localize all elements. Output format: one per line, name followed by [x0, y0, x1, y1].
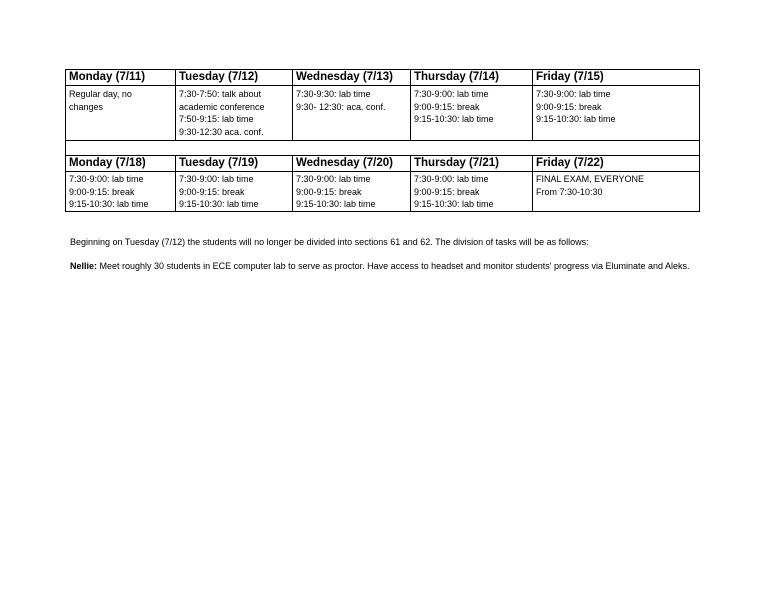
- schedule-line: 9:00-9:15: break: [414, 101, 480, 112]
- day-header: Friday (7/15): [533, 70, 700, 86]
- schedule-line: 9:15-10:30: lab time: [296, 199, 376, 209]
- day-cell: [176, 86, 293, 141]
- day-cell: [293, 86, 411, 141]
- schedule-line: 9:00-9:15: break: [414, 186, 480, 197]
- schedule-line: academic conference: [179, 101, 265, 112]
- day-cell: [66, 86, 176, 141]
- schedule-line: 9:00-9:15: break: [69, 186, 135, 197]
- schedule-line: 9:30- 12:30: aca. conf.: [296, 101, 386, 112]
- schedule-line: 7:30-9:00: lab time: [69, 174, 144, 184]
- week2-body-row: [66, 172, 700, 212]
- schedule-line: 9:15-10:30: lab time: [414, 114, 494, 124]
- schedule-line: 7:50-9:15: lab time: [179, 114, 254, 124]
- day-header: Monday (7/11): [66, 70, 176, 86]
- intro-paragraph: Beginning on Tuesday (7/12) the students will no longer be divided into sections 61 and 62. The division of tasks will be as follows:: [70, 237, 589, 247]
- day-cell: [411, 86, 533, 141]
- day-cell: [533, 172, 700, 212]
- schedule-line: 9:00-9:15: break: [179, 186, 245, 197]
- schedule-line: 7:30-7:50: talk about: [179, 89, 262, 99]
- day-cell: [411, 172, 533, 212]
- schedule-line: FINAL EXAM, EVERYONE: [536, 174, 645, 184]
- day-header: Thursday (7/21): [411, 156, 533, 172]
- day-cell: [66, 172, 176, 212]
- schedule-line: 7:30-9:00: lab time: [414, 89, 489, 99]
- day-header: Wednesday (7/13): [293, 70, 411, 86]
- schedule-line: 9:15-10:30: lab time: [536, 114, 616, 124]
- week2-header-row: [66, 156, 700, 172]
- week1-header-row: [66, 70, 700, 86]
- day-cell: [176, 172, 293, 212]
- schedule-line: 9:15-10:30: lab time: [414, 199, 494, 209]
- schedule-line: changes: [69, 101, 104, 112]
- schedule-line: 9:15-10:30: lab time: [179, 199, 259, 209]
- spacer-cell: [66, 141, 700, 156]
- nellie-paragraph: [70, 259, 700, 274]
- day-cell: [293, 172, 411, 212]
- schedule-line: 7:30-9:00: lab time: [414, 174, 489, 184]
- schedule-line: Regular day, no: [69, 89, 132, 99]
- day-header: Monday (7/18): [66, 156, 176, 172]
- day-header: Tuesday (7/19): [176, 156, 293, 172]
- schedule-line: 7:30-9:00: lab time: [296, 174, 371, 184]
- schedule-line: 7:30-9:00: lab time: [536, 89, 611, 99]
- schedule-line: 9:00-9:15: break: [536, 101, 602, 112]
- schedule-line: 7:30-9:00: lab time: [179, 174, 254, 184]
- day-header: Thursday (7/14): [411, 70, 533, 86]
- spacer-row: [66, 141, 700, 156]
- schedule-table: [65, 69, 700, 212]
- schedule-line: 7:30-9:30: lab time: [296, 89, 371, 99]
- nellie-label: Nellie:: [70, 261, 98, 271]
- schedule-line: From 7:30-10:30: [536, 186, 603, 197]
- schedule-line: 9:00-9:15: break: [296, 186, 362, 197]
- day-header: Wednesday (7/20): [293, 156, 411, 172]
- day-header: Friday (7/22): [533, 156, 700, 172]
- schedule-line: 9:15-10:30: lab time: [69, 199, 149, 209]
- day-header: Tuesday (7/12): [176, 70, 293, 86]
- schedule-line: 9:30-12:30 aca. conf.: [179, 126, 264, 137]
- nellie-text: Meet roughly 30 students in ECE computer lab to serve as proctor. Have access to headset and monitor students' progress via Eluminate and Aleks.: [97, 261, 690, 271]
- week1-body-row: [66, 86, 700, 141]
- day-cell: [533, 86, 700, 141]
